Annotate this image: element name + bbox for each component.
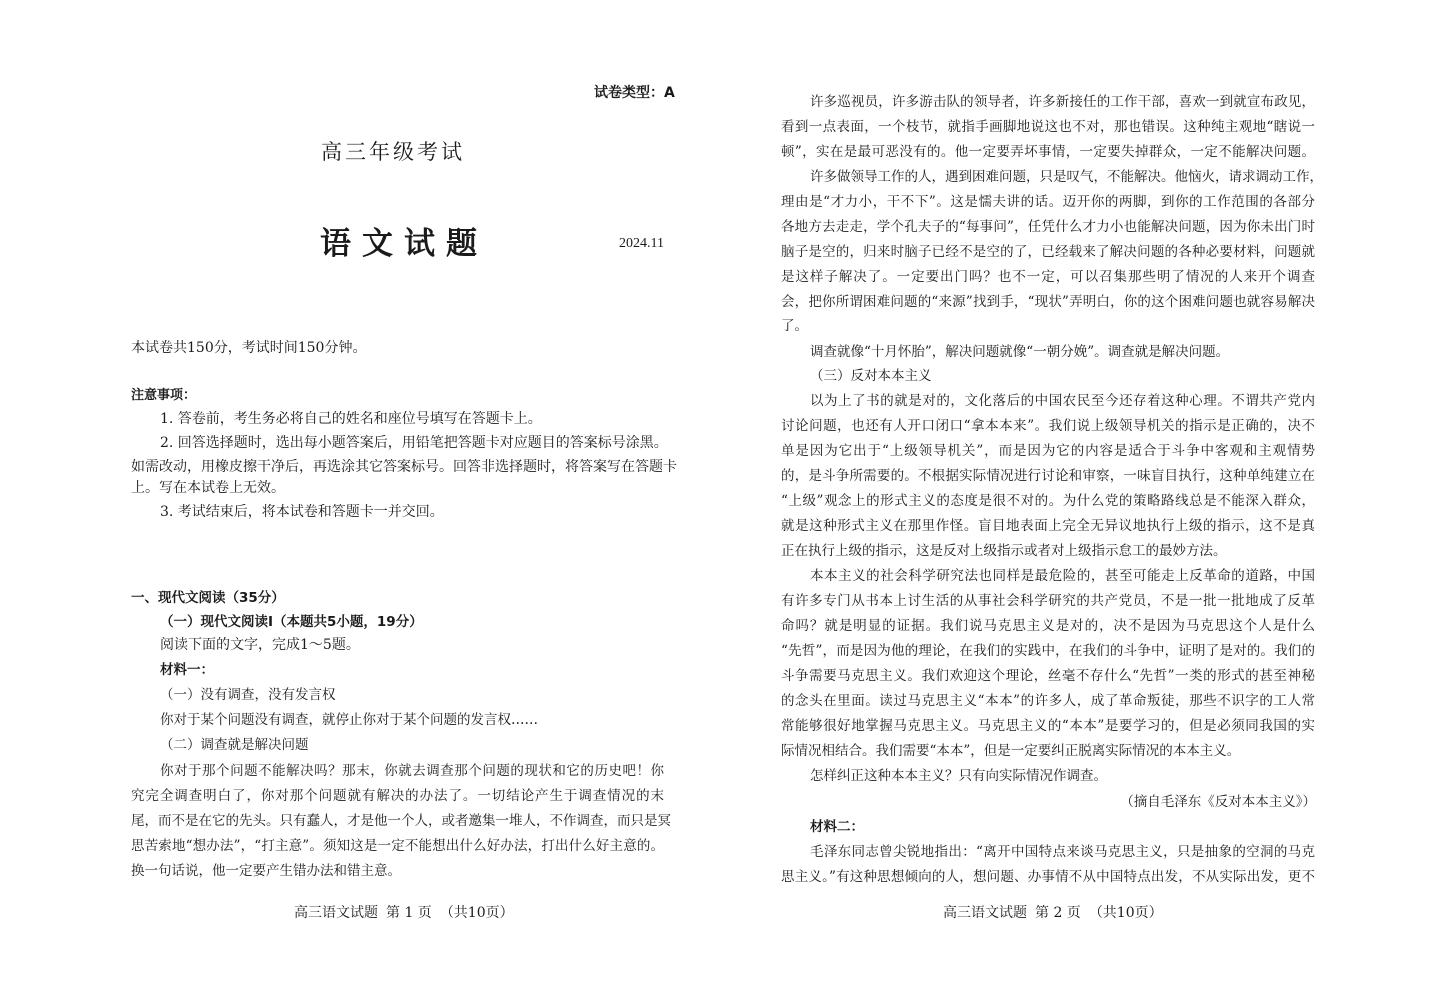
footer-title: 高三语文试题 xyxy=(294,905,378,921)
paragraph-line: 有许多专门从书本上讨生活的从事社会科学研究的共产党员，不是一批一批地成了反革 xyxy=(781,593,1315,609)
notice-heading: 注意事项： xyxy=(131,388,197,403)
paragraph-line: 斗争需要马克思主义。我们欢迎这个理论，丝毫不存什么“先哲”一类的形式的甚至神秘 xyxy=(781,668,1315,684)
notice-item: 3. 考试结束后，将本试卷和答题卡一并交回。 xyxy=(160,504,444,520)
material-label: 材料二： xyxy=(810,819,864,835)
paragraph-line: 调查就像“十月怀胎”，解决问题就像“一朝分娩”。调查就是解决问题。 xyxy=(810,344,1230,360)
paragraph-line: 毛泽东同志曾尖锐地指出：“离开中国特点来谈马克思主义，只是抽象的空洞的马克 xyxy=(810,844,1315,860)
notice-item: 上。写在本试卷上无效。 xyxy=(131,480,285,496)
paragraph-line: 换一句话说，他一定要产生错办法和错主意。 xyxy=(131,863,401,879)
paragraph-line: 究完全调查明白了，你对那个问题就有解决的办法了。一切结论产生于调查情况的末 xyxy=(131,788,664,804)
paragraph-line: 就是这种形式主义在那里作怪。盲目地表面上完全无异议地执行上级的指示，这不是真 xyxy=(781,518,1315,534)
paragraph-line: 了。 xyxy=(781,318,808,334)
footer-page-number: 第 1 页 xyxy=(386,905,432,921)
exam-type-label: 试卷类型：A xyxy=(594,85,675,101)
paragraph-line: 以为上了书的就是对的，文化落后的中国农民至今还存着这种心理。不谓共产党内 xyxy=(810,393,1315,409)
subject-title: 语文试题 xyxy=(320,226,488,262)
page-1 xyxy=(0,0,718,1002)
source-citation: （摘自毛泽东《反对本本主义》） xyxy=(1120,794,1316,810)
footer-page-number: 第 2 页 xyxy=(1035,905,1081,921)
exam-date: 2024.11 xyxy=(619,236,664,251)
paragraph-line: 的念头在里面。读过马克思主义“本本”的许多人，成了革命叛徒，那些不识字的工人常 xyxy=(781,693,1315,709)
paragraph-line: “上级”观念上的形式主义的态度是很不对的。为什么党的策略路线总是不能深入群众， xyxy=(781,493,1315,509)
paragraph-line: 脑子是空的，归来时脑子已经不是空的了，已经载来了解决问题的各种必要材料，问题就 xyxy=(781,244,1315,260)
part-heading: （一）没有调查，没有发言权 xyxy=(160,687,336,703)
footer-title: 高三语文试题 xyxy=(943,905,1027,921)
instruction-text: 阅读下面的文字，完成1～5题。 xyxy=(160,637,360,653)
part-text: 你对于某个问题没有调查，就停止你对于某个问题的发言权…… xyxy=(160,712,538,728)
paragraph-line: “先哲”，而是因为他的理论，在我们的实践中，在我们的斗争中，证明了是对的。我们的 xyxy=(781,643,1315,659)
paragraph-line: 单是因为它出于“上级领导机关”，而是因为它的内容是适合于斗争中客观和主观情势 xyxy=(781,443,1315,459)
paragraph-line: 各地方去走走，学个孔夫子的“每事问”，任凭什么才力小也能解决问题，因为你未出门时 xyxy=(781,219,1315,235)
page-footer xyxy=(943,902,1171,922)
part-heading: （二）调查就是解决问题 xyxy=(160,737,309,753)
page-footer xyxy=(294,902,522,922)
paragraph-line: 是这样子解决了。一定要出门吗？也不一定，可以召集那些明了情况的人来开个调查 xyxy=(781,269,1315,285)
part-heading: （三）反对本本主义 xyxy=(810,368,932,384)
paragraph-line: 命吗？就是明显的证据。我们说马克思主义是对的，决不是因为马克思这个人是什么 xyxy=(781,618,1315,634)
paragraph-line: 的，是斗争所需要的。不根据实际情况进行讨论和审察，一味盲目执行，这种单纯建立在 xyxy=(781,468,1315,484)
exam-intro: 本试卷共150分，考试时间150分钟。 xyxy=(131,340,367,356)
paragraph-line: 本本主义的社会科学研究法也同样是最危险的，甚至可能走上反革命的道路，中国 xyxy=(810,568,1315,584)
paragraph-line: 理由是“才力小，干不下”。这是懦夫讲的话。迈开你的两脚，到你的工作范围的各部分 xyxy=(781,194,1315,210)
notice-item: 如需改动，用橡皮擦干净后，再选涂其它答案标号。回答非选择题时，将答案写在答题卡 xyxy=(131,459,677,475)
paragraph-line: 许多巡视员，许多游击队的领导者，许多新接任的工作干部，喜欢一到就宣布政见， xyxy=(810,94,1315,110)
paragraph-line: 怎样纠正这种本本主义？只有向实际情况作调查。 xyxy=(810,768,1107,784)
paragraph-line: 你对于那个问题不能解决吗？那末，你就去调查那个问题的现状和它的历史吧！你 xyxy=(160,763,664,779)
paragraph-line: 思主义。”有这种思想倾向的人，想问题、办事情不从中国特点出发，不从实际出发，更不 xyxy=(781,869,1315,885)
paragraph-line: 会，把你所谓困难问题的“来源”找到手，“现状”弄明白，你的这个困难问题也就容易解决 xyxy=(781,294,1315,310)
paragraph-line: 尾，而不是在它的先头。只有蠢人，才是他一个人，或者邀集一堆人，不作调查，而只是冥 xyxy=(131,813,671,829)
page-2 xyxy=(718,0,1437,1002)
section-heading: 一、现代文阅读（35分） xyxy=(131,590,285,606)
notice-item: 1. 答卷前，考生务必将自己的姓名和座位号填写在答题卡上。 xyxy=(160,411,542,427)
footer-total-pages: （共10页） xyxy=(439,905,514,921)
paragraph-line: 际情况相结合。我们需要“本本”，但是一定要纠正脱离实际情况的本本主义。 xyxy=(781,743,1241,759)
footer-total-pages: （共10页） xyxy=(1088,905,1163,921)
paragraph-line: 常能够很好地掌握马克思主义。马克思主义的“本本”是要学习的，但是必须同我国的实 xyxy=(781,718,1315,734)
paragraph-line: 顿”，实在是最可恶没有的。他一定要弄坏事情，一定要失掉群众，一定不能解决问题。 xyxy=(781,144,1315,160)
paragraph-line: 讨论问题，也还有人开口闭口“拿本本来”。我们说上级领导机关的指示是正确的，决不 xyxy=(781,418,1315,434)
paragraph-line: 正在执行上级的指示，这是反对上级指示或者对上级指示怠工的最妙方法。 xyxy=(781,543,1227,559)
paragraph-line: 看到一点表面，一个枝节，就指手画脚地说这也不对，那也错误。这种纯主观地“瞎说一 xyxy=(781,119,1315,135)
notice-item: 2. 回答选择题时，选出每小题答案后，用铅笔把答题卡对应题目的答案标号涂黑。 xyxy=(160,435,668,451)
material-label: 材料一： xyxy=(160,662,214,678)
paragraph-line: 思苦索地“想办法”，“打主意”。须知这是一定不能想出什么好办法，打出什么好主意的。 xyxy=(131,838,664,854)
subsection-heading: （一）现代文阅读Ⅰ（本题共5小题，19分） xyxy=(160,614,423,630)
paragraph-line: 许多做领导工作的人，遇到困难问题，只是叹气，不能解决。他恼火，请求调动工作， xyxy=(810,169,1323,185)
grade-title: 高三年级考试 xyxy=(321,140,465,164)
